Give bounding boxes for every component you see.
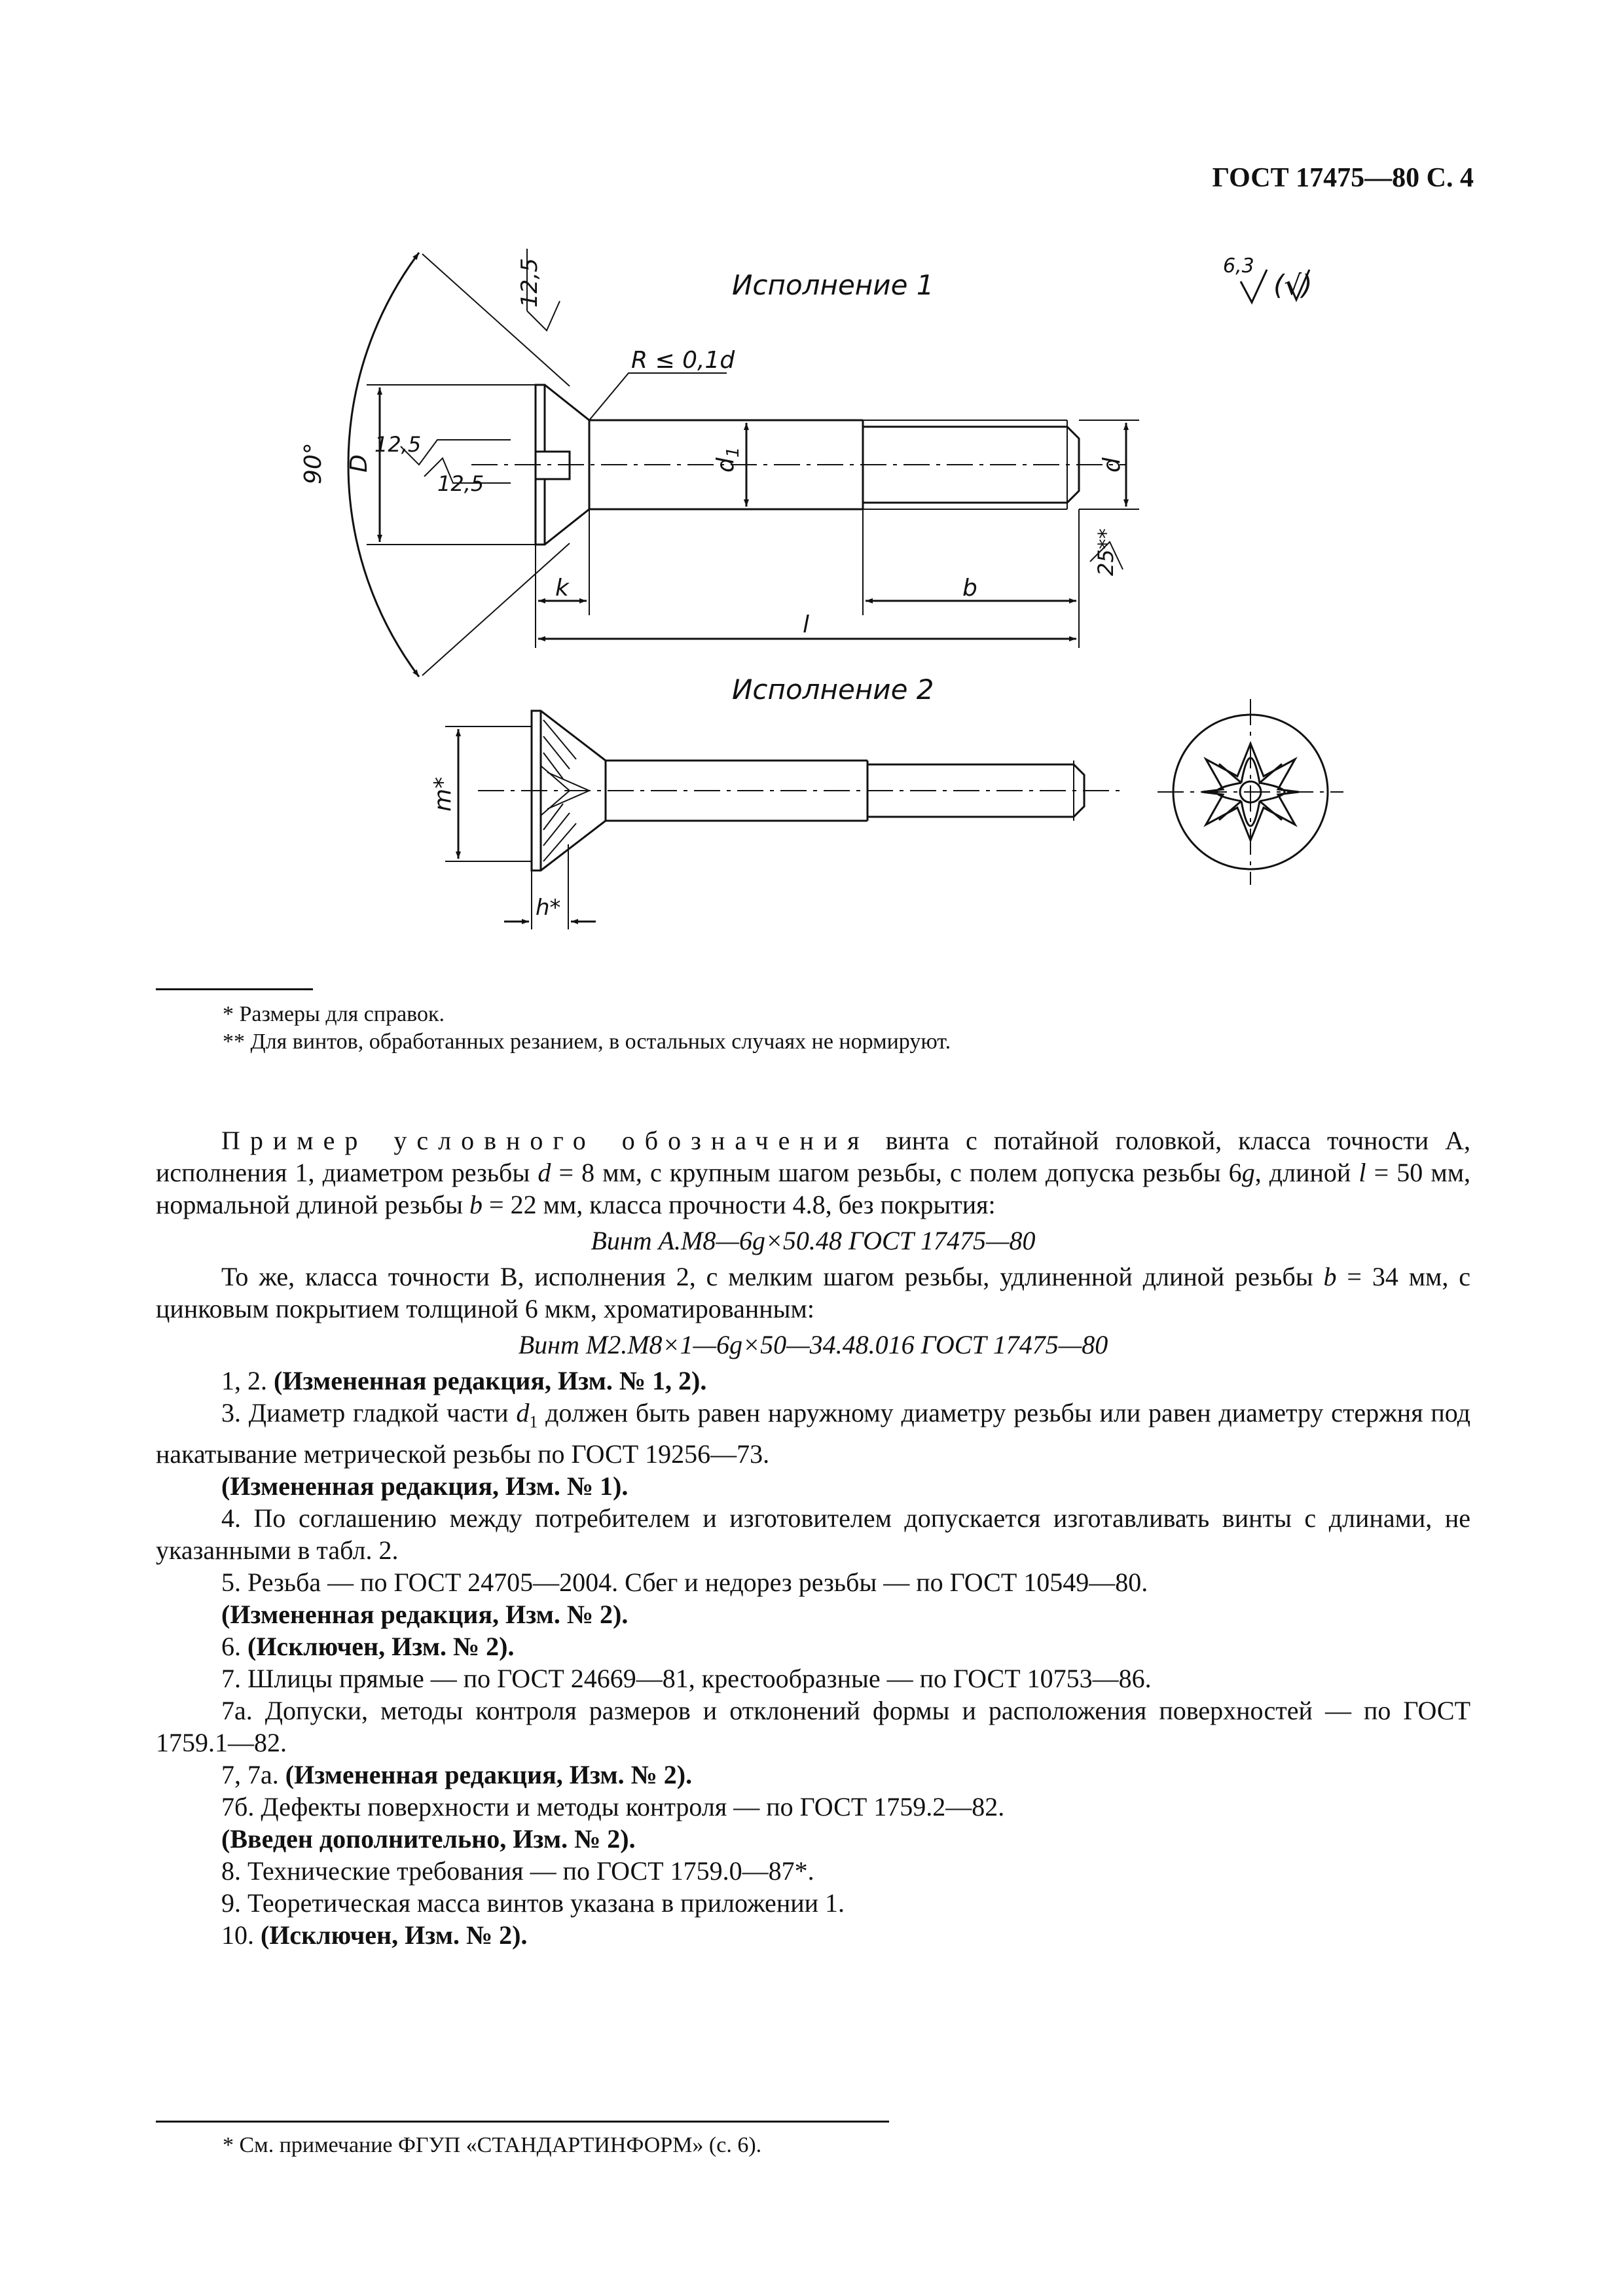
page-header: ГОСТ 17475—80 С. 4 xyxy=(1212,163,1474,193)
item-3-amend: (Измененная редакция, Изм. № 1). xyxy=(221,1471,629,1501)
screw-drawing xyxy=(0,0,1623,969)
item-7b-amend: (Введен дополнительно, Изм. № 2). xyxy=(221,1824,636,1854)
example-paragraph-2: То же, класса точности В, исполнения 2, с мелким шагом резьбы, удлиненной длиной резьбы b = 34 мм, с цинковым покрытием толщиной 6 мкм, хроматированным: xyxy=(156,1262,1470,1323)
item-4: 4. По соглашению между потребителем и изготовителем допускается изготавливать винты с длинами, не указанными в табл. 2. xyxy=(156,1503,1470,1565)
item-6: 6. (Исключен, Изм. № 2). xyxy=(221,1632,515,1661)
version1-label: Исполнение 1 xyxy=(732,269,934,301)
angle-label: 90° xyxy=(300,442,327,484)
dim-m-label: m* xyxy=(429,776,456,812)
item-7a: 7а. Допуски, методы контроля размеров и отклонений формы и расположения поверхностей — по ГОСТ 1759.1—82. xyxy=(156,1696,1470,1757)
roughness-slot-label-1: 12,5 xyxy=(374,432,422,457)
example-paragraph: Пример условного обозначения винта с потайной головкой, класса точности А, исполнения 1, диаметром резьбы d = 8 мм, с крупным шагом резьбы, с полем допуска резьбы 6g, длиной l = 50 мм, нормальной длиной резьбы b = 22 мм, класса прочности 4.8, без покрытия: xyxy=(156,1126,1471,1219)
dim-b-label: b xyxy=(962,575,977,601)
item-1-2: 1, 2. (Измененная редакция, Изм. № 1, 2). xyxy=(221,1366,707,1395)
dim-D-label: D xyxy=(346,454,373,473)
footnote-1: * Размеры для справок. xyxy=(223,1002,445,1026)
bottom-footnote: * См. примечание ФГУП «СТАНДАРТИНФОРМ» (с. 6). xyxy=(223,2133,762,2157)
roughness-25-label: 25** xyxy=(1093,528,1118,576)
example-lead: Пример условного обозначения xyxy=(221,1126,869,1155)
dim-h-label: h* xyxy=(536,895,561,921)
dim-k-label: k xyxy=(555,575,569,601)
dim-d1-label: $d_1$ xyxy=(712,446,743,473)
item-7b: 7б. Дефекты поверхности и методы контроля — по ГОСТ 1759.2—82. xyxy=(221,1792,1005,1821)
version2-label: Исполнение 2 xyxy=(732,673,934,706)
footnote-rule xyxy=(156,988,313,990)
item-9: 9. Теоретическая масса винтов указана в приложении 1. xyxy=(221,1888,845,1918)
roughness-top-label: 12,5 xyxy=(517,258,543,308)
designation-1: Винт А.М8—6g×50.48 ГОСТ 17475—80 xyxy=(591,1226,1036,1255)
roughness-paren: (√) xyxy=(1273,269,1313,301)
item-5: 5. Резьба — по ГОСТ 24705—2004. Сбег и недорез резьбы — по ГОСТ 10549—80. xyxy=(221,1568,1148,1597)
roughness-general-value: 6,3 xyxy=(1223,255,1254,278)
item-5-amend: (Измененная редакция, Изм. № 2). xyxy=(221,1600,629,1629)
footnote-2: ** Для винтов, обработанных резанием, в остальных случаях не нормируют. xyxy=(223,1030,951,1054)
radius-label: R ≤ 0,1d xyxy=(631,347,735,374)
item-10: 10. (Исключен, Изм. № 2). xyxy=(221,1920,528,1950)
item-3: 3. Диаметр гладкой части $d_1$ должен быть равен наружному диаметру резьбы или равен диаметру стержня под накатывание метрической резьбы по ГОСТ 19256—73. xyxy=(156,1398,1470,1469)
bottom-footnote-rule xyxy=(156,2121,889,2123)
dim-d-label: d xyxy=(1099,457,1125,473)
designation-2: Винт М2.М8×1—6g×50—34.48.016 ГОСТ 17475—80 xyxy=(518,1330,1108,1359)
main-text xyxy=(156,1124,1470,1951)
item-8: 8. Технические требования — по ГОСТ 1759.0—87*. xyxy=(221,1856,814,1886)
item-7: 7. Шлицы прямые — по ГОСТ 24669—81, крестообразные — по ГОСТ 10753—86. xyxy=(221,1664,1152,1693)
item-7-7a: 7, 7а. (Измененная редакция, Изм. № 2). xyxy=(221,1760,693,1789)
roughness-slot-label-2: 12,5 xyxy=(437,471,484,496)
dim-l-label: l xyxy=(803,611,810,638)
